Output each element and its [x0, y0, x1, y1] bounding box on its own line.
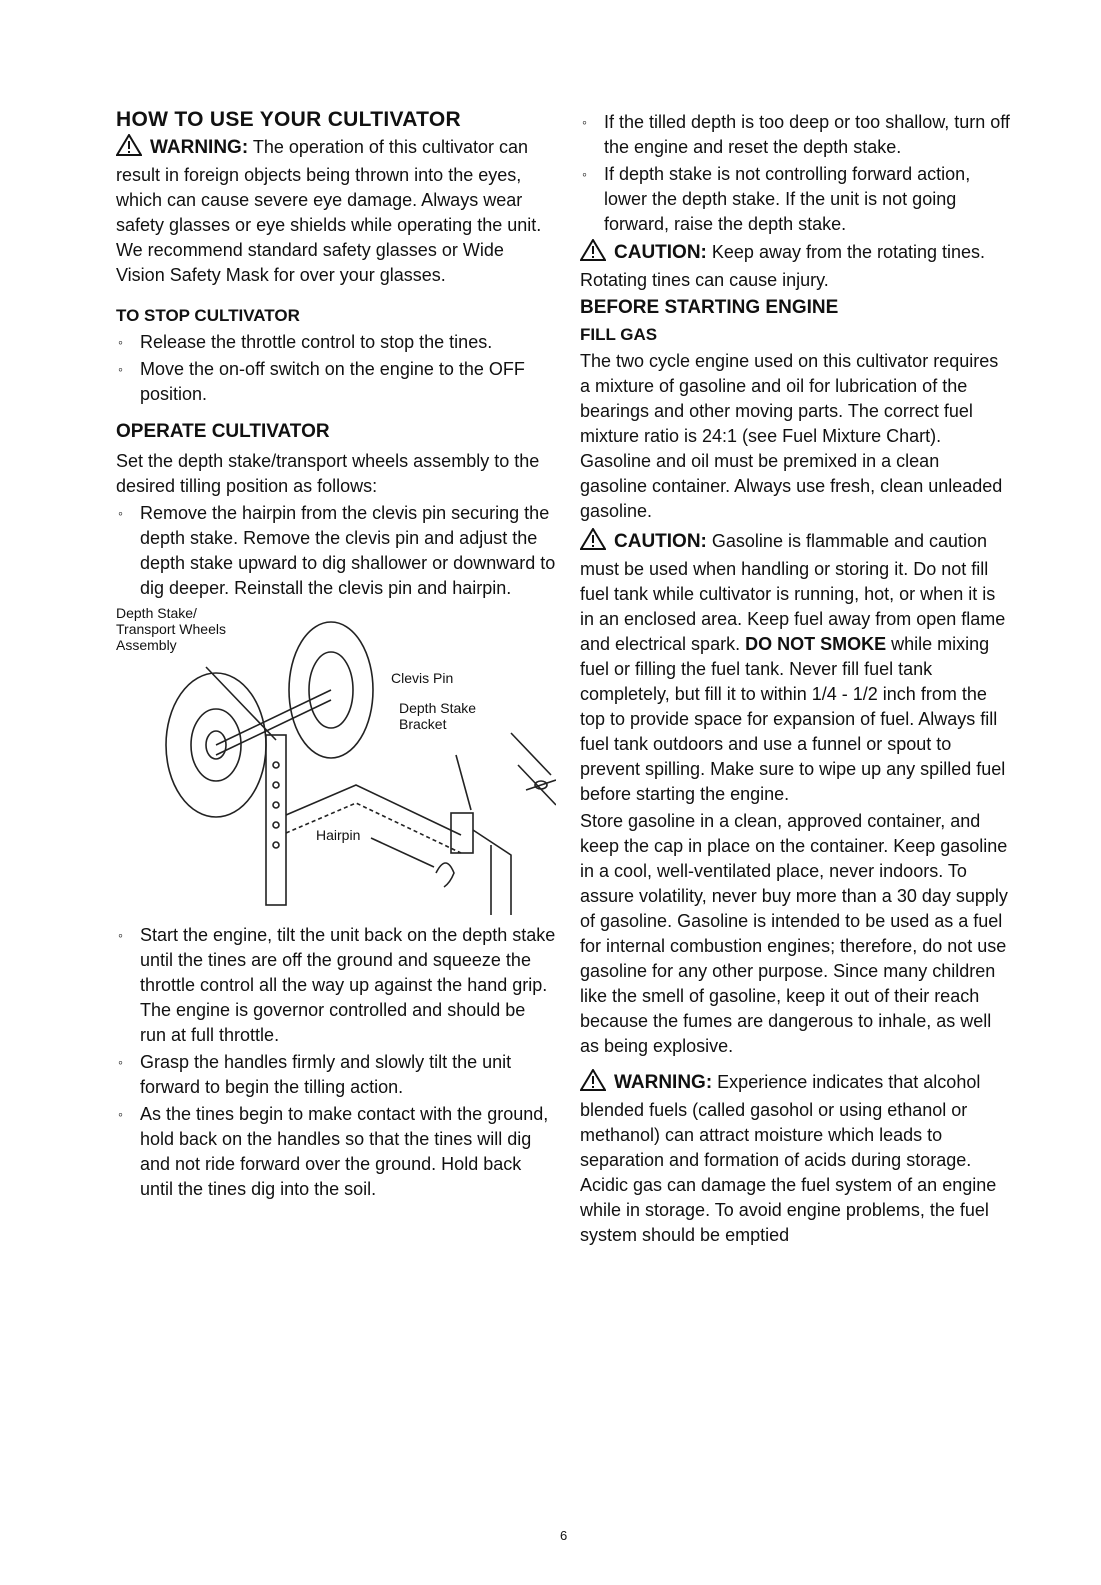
- warning-triangle-icon: [580, 1069, 606, 1098]
- warning-text: Experience indicates that alcohol blended fuels (called gasohol or using ethanol or methanol) can attract moisture which leads to separation and formation of acids during storage. Acidic gas can damage the fuel system of an engine while in storage. To avoid engine problems, the fuel system should be emptied: [580, 1072, 997, 1245]
- list-item: ◦ Release the throttle control to stop the tines.: [116, 330, 556, 355]
- list-item: ◦ Remove the hairpin from the clevis pin securing the depth stake. Remove the clevis pin and adjust the depth stake upward to dig shallower or downward to dig deeper. Reinstall the clevis pin and hairpin.: [116, 501, 556, 601]
- figure-label-line: Depth Stake/: [116, 605, 197, 621]
- caution-text-b: while mixing fuel or filling the fuel tank. Never fill fuel tank completely, but fill it to within 1/4 - 1/2 inch from the top to provide space for expansion of fuel. Always fill fuel tank outdoors and use a funnel or spout to prevent spilling. Make sure to wipe up any spilled fuel before starting the engine.: [580, 634, 1006, 804]
- operate-list: [116, 501, 556, 601]
- operate-list-2: [116, 923, 556, 1202]
- warning-label: WARNING:: [150, 137, 249, 158]
- figure-label-line: Depth Stake: [399, 700, 477, 716]
- bracket: [451, 813, 473, 853]
- caution-triangle-icon: [580, 239, 606, 268]
- stop-list: [116, 330, 556, 407]
- caution-fuel-paragraph: [580, 528, 1010, 807]
- list-item: ◦ Move the on-off switch on the engine to the OFF position.: [116, 357, 556, 407]
- figure-label-line: Transport Wheels: [116, 621, 226, 637]
- list-item: ◦ Grasp the handles firmly and slowly tilt the unit forward to begin the tilling action.: [116, 1050, 556, 1100]
- list-item: ◦ If the tilled depth is too deep or too shallow, turn off the engine and reset the depth stake.: [580, 110, 1010, 160]
- warning-gasohol-paragraph: [580, 1069, 1010, 1248]
- recommend-text: We recommend standard safety glasses or Wide Vision Safety Mask for over your glasses.: [116, 240, 504, 285]
- warning-label: WARNING:: [614, 1072, 713, 1093]
- left-column: [116, 108, 556, 1204]
- figure-label-bracket: [399, 700, 476, 732]
- caution-label: CAUTION:: [614, 242, 707, 263]
- warning-text: The operation of this cultivator can result in foreign objects being thrown into the eyes, which can cause severe eye damage. Always wear safety glasses or eye shields while operating the unit.: [116, 137, 542, 235]
- depth-stake-bar: [266, 735, 286, 905]
- figure-label-clevis-pin: Clevis Pin: [391, 670, 454, 686]
- caution-triangle-icon: [580, 528, 606, 557]
- depth-list: [580, 110, 1010, 237]
- right-column: [580, 108, 1010, 1248]
- section-title: HOW TO USE YOUR CULTIVATOR: [116, 108, 461, 131]
- figure-label-line: Assembly: [116, 637, 177, 653]
- stop-heading: TO STOP CULTIVATOR: [116, 306, 300, 325]
- caution-label: CAUTION:: [614, 531, 707, 552]
- fill-text: The two cycle engine used on this cultivator requires a mixture of gasoline and oil for lubrication of the bearings and other moving parts. The correct fuel mixture ratio is 24:1 (see Fuel Mixture Chart). Gasoline and oil must be premixed in a clean gasoline container. Always use fresh, clean unleaded gasoline.: [580, 351, 1003, 521]
- caution-paragraph: [580, 239, 1010, 293]
- before-heading: BEFORE STARTING ENGINE: [580, 297, 839, 318]
- list-item: ◦ If depth stake is not controlling forward action, lower the depth stake. If the unit is not going forward, raise the depth stake.: [580, 162, 1010, 237]
- list-item: ◦ Start the engine, tilt the unit back on the depth stake until the tines are off the ground and squeeze the throttle control all the way up against the hand grip. The engine is governor controlled and should be run at full throttle.: [116, 923, 556, 1048]
- fill-heading: FILL GAS: [580, 325, 658, 344]
- caution-text-a: Gasoline is flammable and caution must be used when handling or storing it. Do not fill fuel tank while cultivator is running, hot, or when it is in an enclosed area. Keep fuel away from open flame and electrical spark.: [580, 531, 1006, 654]
- warning-triangle-icon: [116, 134, 142, 163]
- figure-label-assembly: [116, 605, 226, 653]
- caution-text: Keep away from the rotating tines. Rotating tines can cause injury.: [580, 242, 986, 290]
- warning-paragraph: [116, 134, 556, 238]
- operate-intro: Set the depth stake/transport wheels assembly to the desired tilling position as follows:: [116, 451, 540, 496]
- store-text: Store gasoline in a clean, approved container, and keep the cap in place on the container. Keep gasoline in a cool, well-ventilated place, never indoors. To assure volatility, never buy more than a 30 day supply of gasoline. Gasoline is intended to be used as a fuel for internal combustion engines; therefore, do not use gasoline for any other purpose. Since many children like the smell of gasoline, keep it out of their reach because the fumes are dangerous to inhale, as well as being explosive.: [580, 811, 1008, 1056]
- do-not-smoke: DO NOT SMOKE: [745, 634, 887, 654]
- list-item: ◦ As the tines begin to make contact with the ground, hold back on the handles so that the tines will dig and not ride forward over the ground. Hold back until the tines dig into the soil.: [116, 1102, 556, 1202]
- figure-label-line: Bracket: [399, 716, 447, 732]
- figure-label-hairpin: Hairpin: [316, 827, 361, 843]
- operate-heading: OPERATE CULTIVATOR: [116, 421, 330, 442]
- page-number: 6: [560, 1528, 568, 1543]
- depth-stake-figure: [116, 605, 556, 915]
